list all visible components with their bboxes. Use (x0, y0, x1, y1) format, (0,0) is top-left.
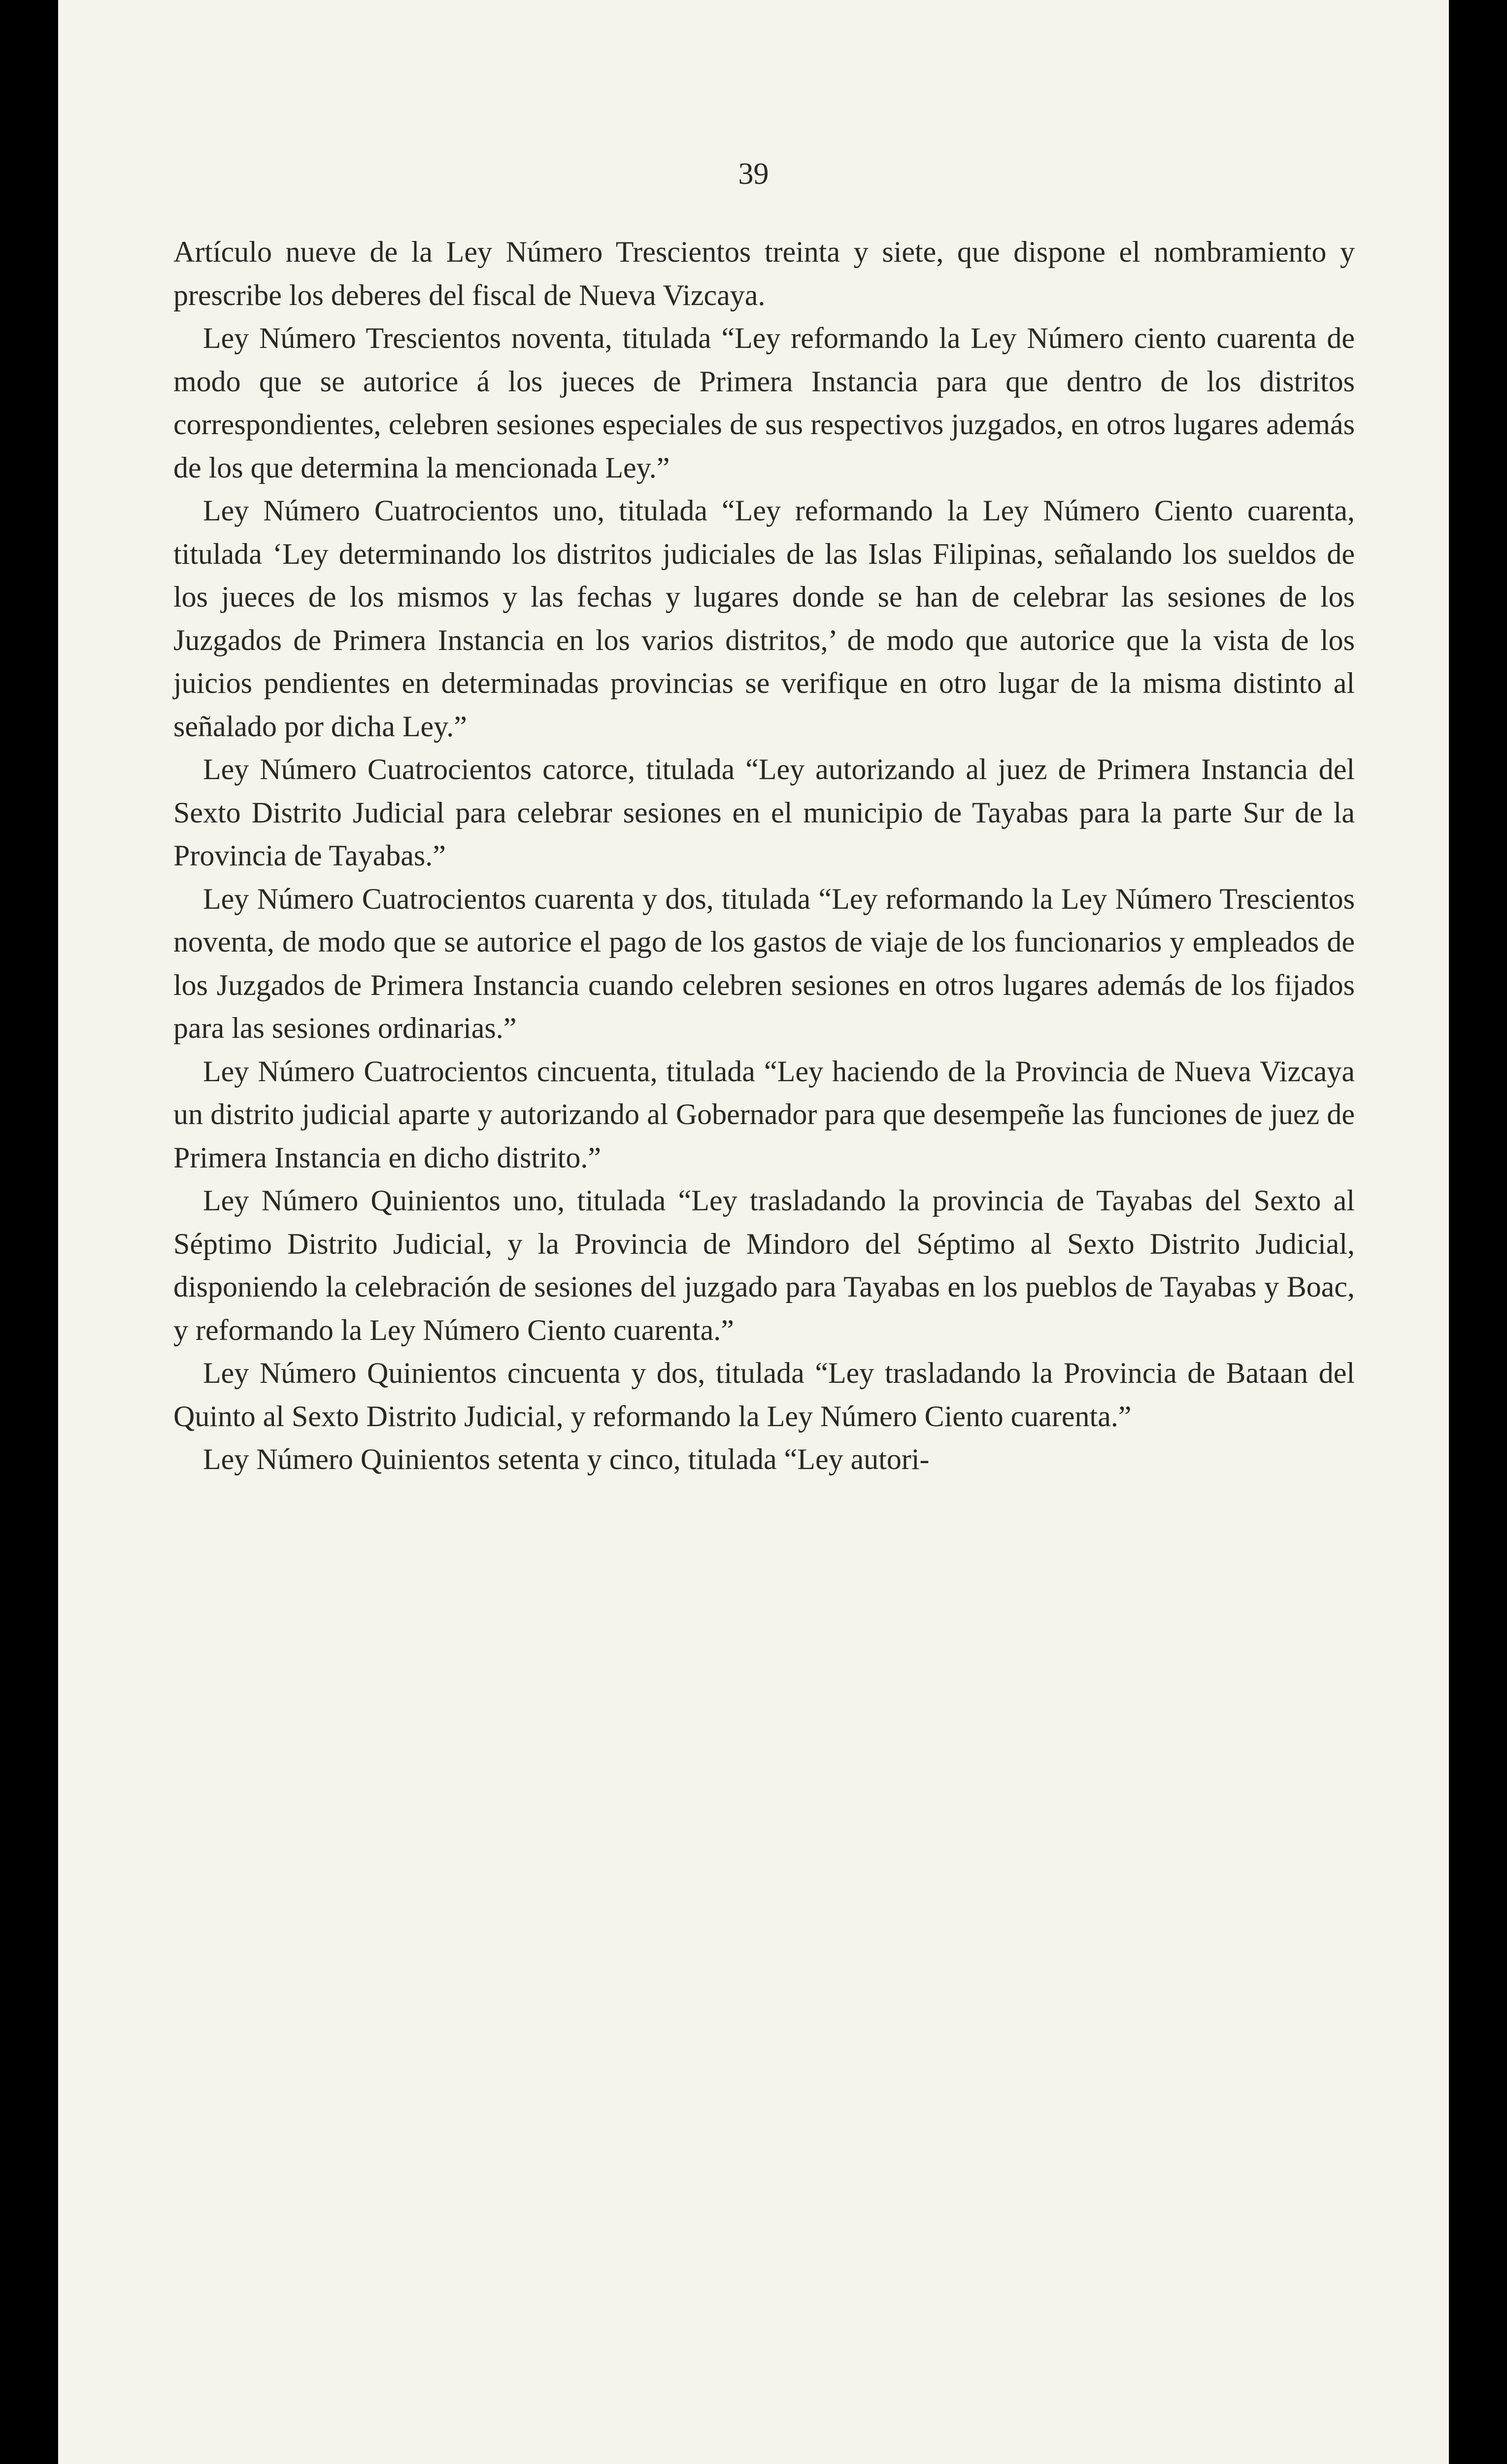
paragraph-8: Ley Número Quinientos cincuenta y dos, titulada “Ley trasladando la Provincia de Bataan del Quinto al Sexto Distrito Judicial, y reformando la Ley Número Ciento cuarenta.” (173, 1357, 1355, 1433)
paragraph-3: Ley Número Cuatrocientos uno, titulada “Ley reformando la Ley Número Ciento cuarenta, titulada ‘Ley determinando los distritos judiciales de las Islas Filipinas, señalando los sueldos de los jueces de los mismos y las fechas y lugares donde se han de celebrar las sesiones de los Juzgados de Primera Instancia en los varios distritos,’ de modo que autorice que la vista de los juicios pendientes en determinadas provincias se verifique en otro lugar de la misma distinto al señalado por dicha Ley.” (173, 494, 1355, 743)
paragraph-2: Ley Número Trescientos noventa, titulada “Ley reformando la Ley Número ciento cuarenta de modo que se autorice á los jueces de Primera Instancia para que dentro de los distritos correspondientes, celebren sesiones especiales de sus respectivos juzgados, en otros lugares además de los que determina la mencionada Ley.” (173, 322, 1355, 484)
paragraph-7: Ley Número Quinientos uno, titulada “Ley trasladando la provincia de Tayabas del Sexto al Séptimo Distrito Judicial, y la Provincia de Mindoro del Séptimo al Sexto Distrito Judicial, disponiendo la celebración de sesiones del juzgado para Tayabas en los pueblos de Tayabas y Boac, y reformando la Ley Número Ciento cuarenta.” (173, 1184, 1355, 1346)
paragraph-4: Ley Número Cuatrocientos catorce, titulada “Ley autorizando al juez de Primera Instancia del Sexto Distrito Judicial para celebrar sesiones en el municipio de Tayabas para la parte Sur de la Provincia de Tayabas.” (173, 753, 1355, 872)
paragraph-1: Artículo nueve de la Ley Número Trescientos treinta y siete, que dispone el nombramiento y prescribe los deberes del fiscal de Nueva Vizcaya. (173, 236, 1355, 311)
paragraph-9: Ley Número Quinientos setenta y cinco, titulada “Ley autori- (203, 1443, 930, 1475)
paragraph-6: Ley Número Cuatrocientos cincuenta, titulada “Ley haciendo de la Provincia de Nueva Vizcaya un distrito judicial aparte y autorizando al Gobernador para que desempeñe las funciones de juez de Primera Instancia en dicho distrito.” (173, 1055, 1355, 1174)
body-text (173, 231, 1355, 1481)
paragraph-5: Ley Número Cuatrocientos cuarenta y dos, titulada “Ley reformando la Ley Número Trescientos noventa, de modo que se autorice el pago de los gastos de viaje de los funcionarios y empleados de los Juzgados de Primera Instancia cuando celebren sesiones en otros lugares además de los fijados para las sesiones ordinarias.” (173, 882, 1355, 1044)
page-number: 39 (738, 157, 769, 191)
document-page (58, 0, 1449, 2464)
